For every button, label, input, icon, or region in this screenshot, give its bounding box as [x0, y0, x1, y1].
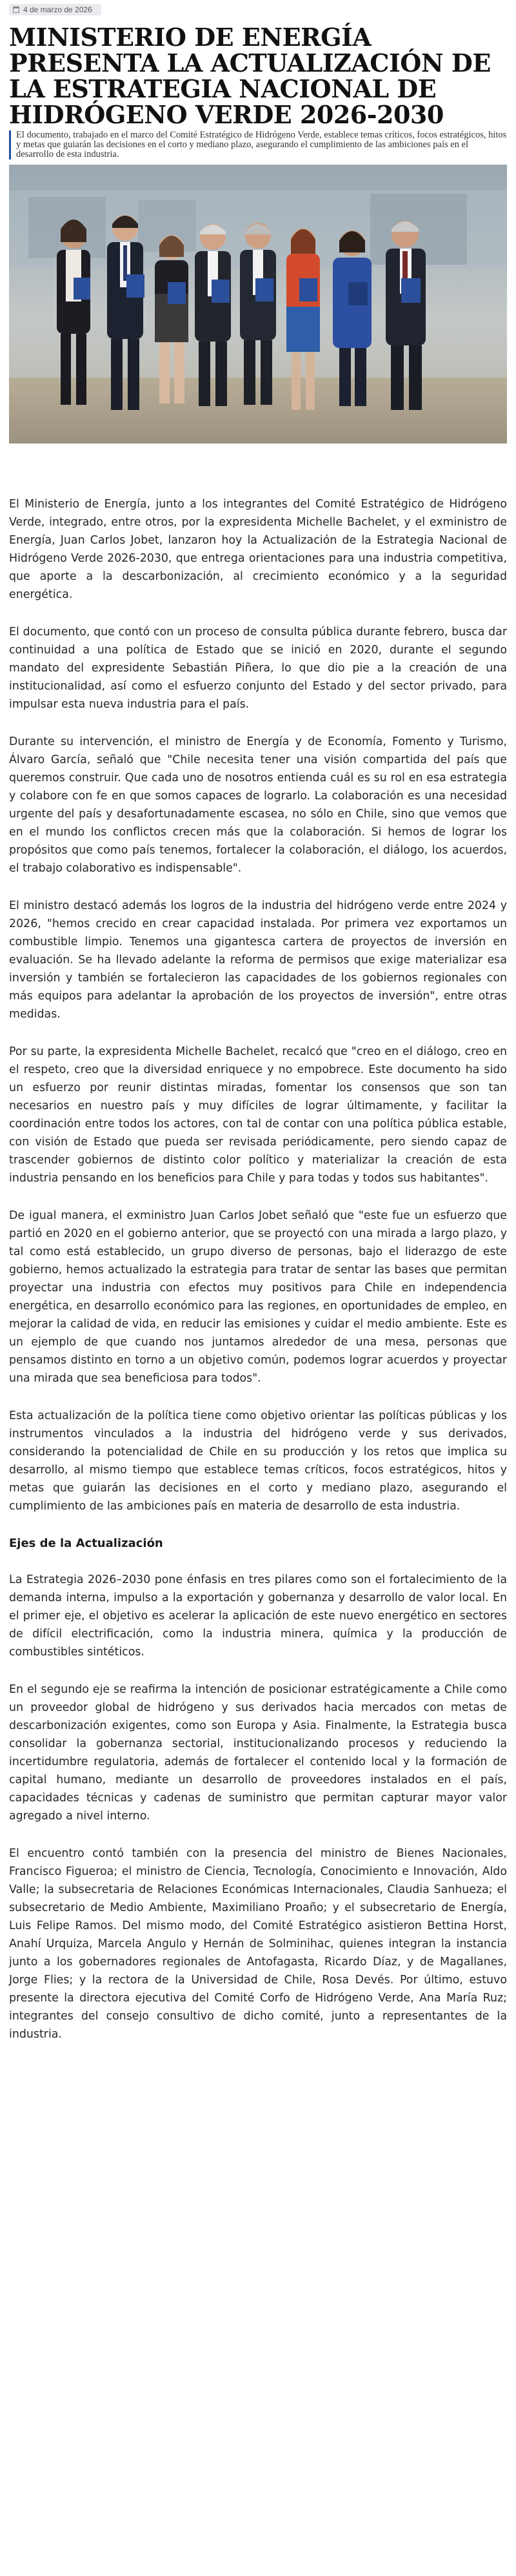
paragraph: El documento, que contó con un proceso de consulta pública durante febrero, busca dar continuidad a una política de Estado que se inició en 2020, durante el segundo mandato del expresidente Sebastián Piñera, lo que dio pie a la creación de una institucionalidad, así como el esfuerzo conjunto del Estado y del sector privado, para impulsar esta nueva industria para el país. — [9, 626, 507, 711]
paragraph: Durante su intervención, el ministro de Energía y de Economía, Fomento y Turismo, Álvaro García, señaló que "Chile necesita tener una visión compartida del país que queremos construir. Que cada uno de nosotros entienda cuál es su rol en esa estrategia y colabore con fe en que somos capaces de lograrlo. La colaboración es una necesidad urgente del país y desafortunadamente escasea, no sólo en Chile, sino que vemos que en el mundo los conflictos crecen más que la colaboración. Si hemos de lograr los propósitos que como país tenemos, fortalecer la colaboración, el diálogo, los acuerdos, el trabajo colaborativo es indispensable". — [9, 735, 507, 875]
article-lead: El documento, trabajado en el marco del Comité Estratégico de Hidrógeno Verde, establece temas críticos, focos estratégicos, hitos y metas que guiarán las decisiones en el corto y mediano plazo, asegurando el cumplimiento de las ambiciones país en el desarrollo de esta industria. — [9, 130, 507, 159]
paragraph: El ministro destacó además los logros de la industria del hidrógeno verde entre 2024 y 2026, "hemos crecido en crear capacidad instalada. Por primera vez exportamos un combustible limpio. Tenemos una gigantesca cartera de proyectos de inversión en evaluación. Se ha llevado adelante la reforma de permisos que exige materializar esa inversión y también se fortalecieron las capacidades de los gobiernos regionales con más equipos para adelantar la aprobación de los proyectos de inversión", entre otras medidas. — [9, 899, 507, 1021]
paragraph: El Ministerio de Energía, junto a los integrantes del Comité Estratégico de Hidrógeno Verde, integrado, entre otros, por la expresidenta Michelle Bachelet, y el exministro de Energía, Juan Carlos Jobet, lanzaron hoy la Actualización de la Estrategia Nacional de Hidrógeno Verde 2026-2030, que entrega orientaciones para una industria competitiva, que aporte a la descarbonización, al crecimiento económico y a la seguridad energética. — [9, 498, 507, 601]
article-title: MINISTERIO DE ENERGÍA PRESENTA LA ACTUALIZACIÓN DE LA ESTRATEGIA NACIONAL DE HIDRÓGENO VERDE 2026-2030 — [9, 23, 491, 129]
paragraph: Por su parte, la expresidenta Michelle Bachelet, recalcó que "creo en el diálogo, creo en el respeto, creo que la diversidad enriquece y no empobrece. Este documento ha sido un esfuerzo por reunir distintas miradas, fomentar los consensos que son tan necesarios en nuestro país y muy difíciles de lograr últimamente, y facilitar la coordinación entre todos los actores, con tal de contar con una política pública estable, con visión de Estado que pueda ser revisada periódicamente, pero siendo capaz de trascender gobiernos de distinto color político y materializar la creación de esta industria pensando en los beneficios para Chile y para todas y todos sus habitantes". — [9, 1045, 507, 1185]
date-badge — [9, 4, 101, 15]
calendar-icon — [13, 6, 19, 13]
paragraph: En el segundo eje se reafirma la intención de posicionar estratégicamente a Chile como un proveedor global de hidrógeno y sus derivados hacia mercados con metas de descarbonización exigentes, como son Europa y Asia. Finalmente, la Estrategia busca consolidar la gobernanza sectorial, institucionalizando procesos y reduciendo la incertidumbre regulatoria, además de fortalecer el contenido local y la formación de capital humano, mediante un desarrollo de proveedores instalados en el país, capacidades técnicas y cadenas de suministro que permitan capturar mayor valor agregado a nivel interno. — [9, 1683, 507, 1823]
paragraph: De igual manera, el exministro Juan Carlos Jobet señaló que "este fue un esfuerzo que partió en 2020 en el gobierno anterior, que se proyectó con una mirada a largo plazo, y tal como está establecido, un grupo diverso de personas, bajo el liderazgo de este gobierno, hemos actualizado la estrategia para tratar de sentar las bases que permitan proyectar una industria con efectos muy positivos para Chile en independencia energética, en desarrollo económico para las regiones, en oportunidades de empleo, en mejorar la calidad de vida, en reducir las emisiones y cuidar el medio ambiente. Este es un ejemplo de que cuando nos juntamos alrededor de una mesa, personas que pensamos distinto en torno a un objetivo común, podemos lograr acuerdos y proyectar una mirada que sea beneficiosa para todos". — [9, 1209, 507, 1385]
paragraph: El encuentro contó también con la presencia del ministro de Bienes Nacionales, Francisco Figueroa; el ministro de Ciencia, Tecnología, Conocimiento e Innovación, Aldo Valle; la subsecretaria de Relaciones Económicas Internacionales, Claudia Sanhueza; el subsecretario de Medio Ambiente, Maximiliano Proaño; y el subsecretario de Energía, Luis Felipe Ramos. Del mismo modo, del Comité Estratégico asistieron Bettina Horst, Anahí Urquiza, Marcela Angulo y Hernán de Solminihac, quienes integran la instancia junto a los gobernadores regionales de Antofagasta, Ricardo Díaz, y de Magallanes, Jorge Flies; y la rectora de la Universidad de Chile, Rosa Devés. Por último, estuvo presente la directora ejecutiva del Comité Corfo de Hidrógeno Verde, Ana María Ruz; integrantes del consejo consultivo de dicho comité, junto a representantes de la industria. — [9, 1847, 507, 2041]
paragraph: La Estrategia 2026–2030 pone énfasis en tres pilares como son el fortalecimiento de la demanda interna, impulso a la exportación y gobernanza y desarrollo de valor local. En el primer eje, el objetivo es acelerar la aplicación de este nuevo energético en sectores de difícil electrificación, como la industria minera, química y la producción de combustibles sintéticos. — [9, 1573, 507, 1659]
article-body — [0, 495, 516, 2043]
hero-photo — [9, 165, 507, 444]
paragraph: Esta actualización de la política tiene como objetivo orientar las políticas públicas y los instrumentos vinculados a la industria del hidrógeno verde y sus derivados, considerando la potencialidad de Chile en su producción y los retos que implica su desarrollo, al mismo tiempo que establece temas críticos, focos estratégicos, hitos y metas que guiarán las decisiones en el corto y mediano plazo, asegurando el cumplimiento de las ambiciones país en materia de desarrollo de esta industria. — [9, 1409, 507, 1513]
section-heading: Ejes de la Actualización — [9, 1537, 163, 1550]
article-date: 4 de marzo de 2026 — [23, 5, 92, 14]
